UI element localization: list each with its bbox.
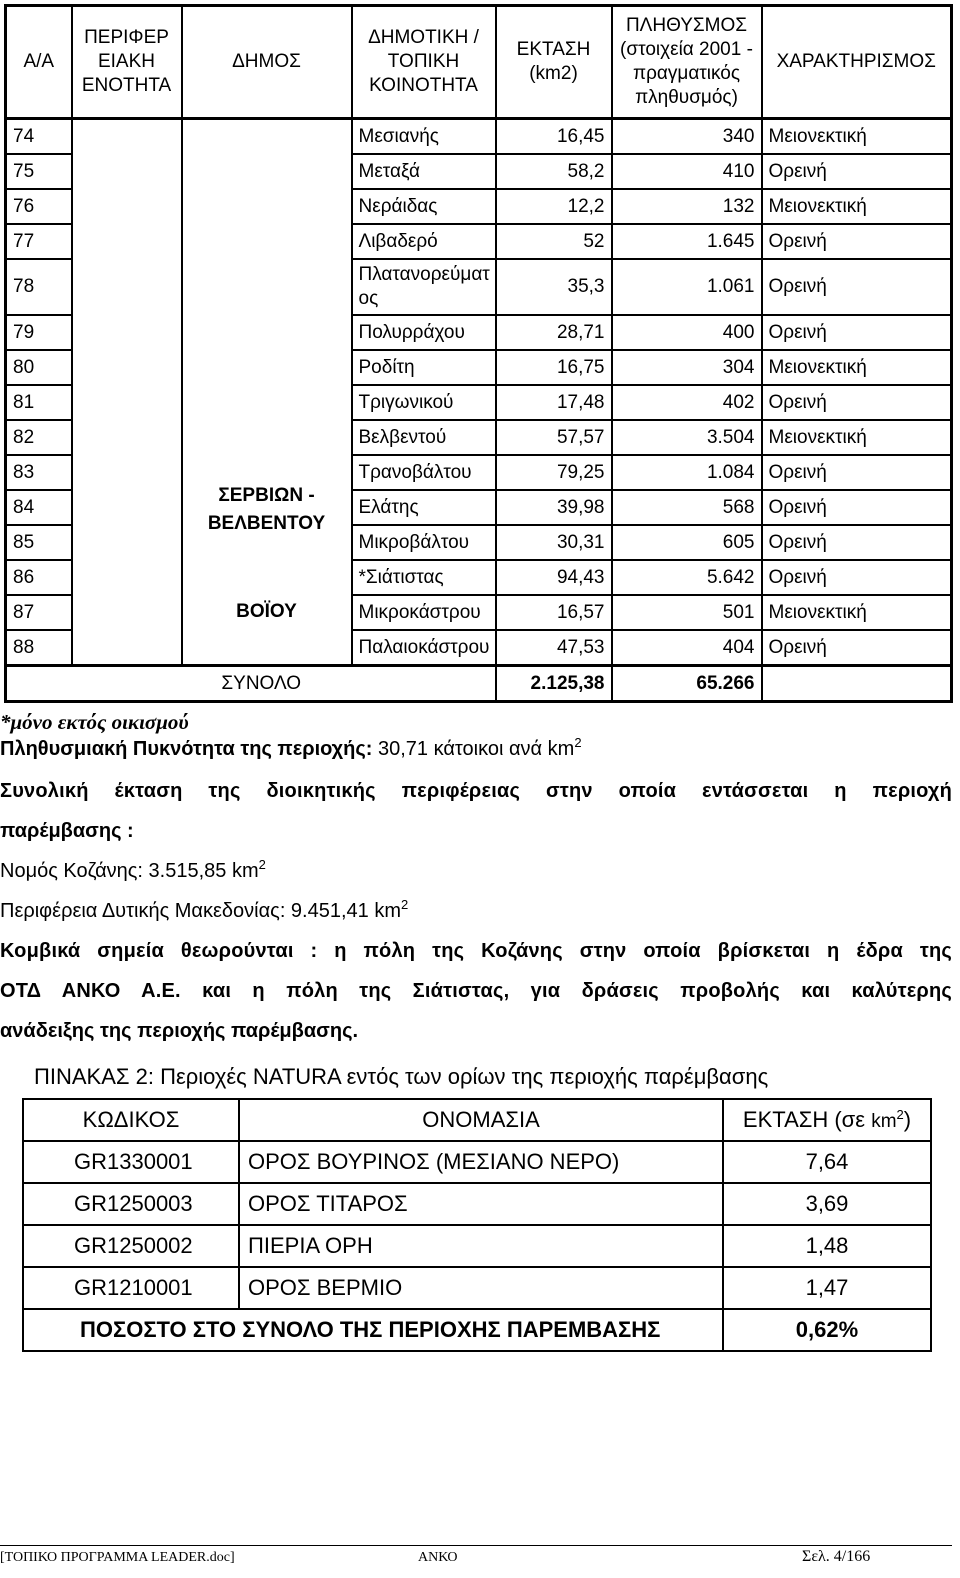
table-row xyxy=(23,1141,931,1183)
footer-org: ΑΝΚΟ xyxy=(418,1550,458,1565)
cell-municipality-voio xyxy=(182,560,352,666)
cell-characterization: Ορεινή xyxy=(762,455,952,490)
natura-table xyxy=(22,1098,932,1352)
density-label: Πληθυσμιακή Πυκνότητα της περιοχής: xyxy=(0,738,373,760)
cell-code: GR1330001 xyxy=(23,1141,239,1183)
cell-area: 52 xyxy=(496,224,612,259)
header-area xyxy=(723,1099,931,1141)
cell-aa: 82 xyxy=(6,420,72,455)
cell-characterization: Ορεινή xyxy=(762,630,952,666)
natura-header-row xyxy=(23,1099,931,1141)
cell-aa: 88 xyxy=(6,630,72,666)
cell-characterization: Ορεινή xyxy=(762,154,952,189)
cell-community: Πολυρράχου xyxy=(352,315,496,350)
cell-area: 79,25 xyxy=(496,455,612,490)
table-row xyxy=(23,1225,931,1267)
cell-characterization: Ορεινή xyxy=(762,259,952,315)
cell-aa: 78 xyxy=(6,259,72,315)
cell-code: GR1250002 xyxy=(23,1225,239,1267)
cell-population: 340 xyxy=(612,119,762,155)
cell-aa: 80 xyxy=(6,350,72,385)
density-line xyxy=(0,735,952,761)
cell-aa: 83 xyxy=(6,455,72,490)
natura-sum-row xyxy=(23,1309,931,1351)
header-name: ΟΝΟΜΑΣΙΑ xyxy=(239,1099,723,1141)
cell-population: 304 xyxy=(612,350,762,385)
density-sup: 2 xyxy=(574,735,582,750)
cell-population: 5.642 xyxy=(612,560,762,595)
density-value: 30,71 κάτοικοι ανά km xyxy=(372,738,575,760)
cell-area: 47,53 xyxy=(496,630,612,666)
perifereia-text: Περιφέρεια Δυτικής Μακεδονίας: 9.451,41 km xyxy=(0,900,401,922)
cell-community: Ροδίτη xyxy=(352,350,496,385)
cell-municipality-servia xyxy=(182,119,352,561)
cell-area: 1,48 xyxy=(723,1225,931,1267)
cell-community: *Σιάτιστας xyxy=(352,560,496,595)
total-area-line-2: παρέμβασης : xyxy=(0,820,134,842)
cell-characterization: Μειονεκτική xyxy=(762,595,952,630)
total-label: ΣΥΝΟΛΟ xyxy=(6,666,352,702)
cell-population: 410 xyxy=(612,154,762,189)
nomos-sup: 2 xyxy=(258,857,266,872)
cell-code: GR1210001 xyxy=(23,1267,239,1309)
cell-regional-unit xyxy=(72,119,182,666)
total-empty xyxy=(762,666,952,702)
cell-population: 1.061 xyxy=(612,259,762,315)
perifereia-line xyxy=(0,897,952,923)
sum-label: ΠΟΣΟΣΤΟ ΣΤΟ ΣΥΝΟΛΟ ΤΗΣ ΠΕΡΙΟΧΗΣ ΠΑΡΕΜΒΑΣΗΣ xyxy=(23,1309,723,1351)
cell-characterization: Μειονεκτική xyxy=(762,350,952,385)
cell-population: 3.504 xyxy=(612,420,762,455)
header-characterization: ΧΑΡΑΚΤΗΡΙΣΜΟΣ xyxy=(762,6,952,119)
header-code: ΚΩΔΙΚΟΣ xyxy=(23,1099,239,1141)
footer-page: Σελ. 4/166 xyxy=(802,1548,871,1565)
cell-community: Μικροβάλτου xyxy=(352,525,496,560)
cell-name: ΟΡΟΣ ΒΟΥΡΙΝΟΣ (ΜΕΣΙΑΝΟ ΝΕΡΟ) xyxy=(239,1141,723,1183)
cell-aa: 85 xyxy=(6,525,72,560)
header-municipality: ΔΗΜΟΣ xyxy=(182,6,352,119)
cell-area: 28,71 xyxy=(496,315,612,350)
cell-area: 39,98 xyxy=(496,490,612,525)
cell-community: Ελάτης xyxy=(352,490,496,525)
header-area-sup: 2 xyxy=(896,1107,904,1122)
cell-aa: 86 xyxy=(6,560,72,595)
cell-population: 1.645 xyxy=(612,224,762,259)
kombika-line-3: ανάδειξης της περιοχής παρέμβασης. xyxy=(0,1020,359,1042)
cell-population: 400 xyxy=(612,315,762,350)
cell-community: Νεράιδας xyxy=(352,189,496,224)
cell-aa: 77 xyxy=(6,224,72,259)
page-footer xyxy=(0,1545,952,1572)
nomos-text: Νομός Κοζάνης: 3.515,85 km xyxy=(0,860,259,882)
header-regional-unit: ΠΕΡΙΦΕΡ ΕΙΑΚΗ ΕΝΟΤΗΤΑ xyxy=(72,6,182,119)
cell-area: 94,43 xyxy=(496,560,612,595)
cell-area: 3,69 xyxy=(723,1183,931,1225)
cell-characterization: Ορεινή xyxy=(762,490,952,525)
table-total-row xyxy=(6,666,952,702)
cell-name: ΟΡΟΣ ΒΕΡΜΙΟ xyxy=(239,1267,723,1309)
cell-area: 57,57 xyxy=(496,420,612,455)
cell-aa: 84 xyxy=(6,490,72,525)
total-area-line-1: Συνολική έκταση της διοικητικής περιφέρειας στην οποία εντάσσεται η περιοχή xyxy=(0,780,952,802)
cell-community: Τριγωνικού xyxy=(352,385,496,420)
cell-aa: 74 xyxy=(6,119,72,155)
cell-community: Βελβεντού xyxy=(352,420,496,455)
nomos-line xyxy=(0,857,952,883)
cell-name: ΠΙΕΡΙΑ ΟΡΗ xyxy=(239,1225,723,1267)
municipality-voio-label: ΒΟΪΟΥ xyxy=(236,601,297,622)
cell-aa: 81 xyxy=(6,385,72,420)
cell-community: Μικροκάστρου xyxy=(352,595,496,630)
cell-characterization: Ορεινή xyxy=(762,385,952,420)
cell-characterization: Μειονεκτική xyxy=(762,189,952,224)
municipalities-table xyxy=(4,4,953,703)
cell-community: Παλαιοκάστρου xyxy=(352,630,496,666)
cell-characterization: Ορεινή xyxy=(762,315,952,350)
cell-aa: 76 xyxy=(6,189,72,224)
cell-characterization: Ορεινή xyxy=(762,560,952,595)
cell-community: Πλατανορεύματ ος xyxy=(352,259,496,315)
cell-community: Μεσιανής xyxy=(352,119,496,155)
cell-area: 35,3 xyxy=(496,259,612,315)
kombika-line-2: ΟΤΔ ΑΝΚΟ Α.Ε. και η πόλη της Σιάτιστας, για δράσεις προβολής και καλύτερης xyxy=(0,980,952,1002)
cell-aa: 75 xyxy=(6,154,72,189)
cell-area: 16,57 xyxy=(496,595,612,630)
cell-population: 568 xyxy=(612,490,762,525)
cell-population: 132 xyxy=(612,189,762,224)
kombika-line-1: Κομβικά σημεία θεωρούνται : η πόλη της Κοζάνης στην οποία βρίσκεται η έδρα της xyxy=(0,940,952,962)
municipality-servia-label: ΣΕΡΒΙΩΝ - ΒΕΛΒΕΝΤΟΥ xyxy=(207,485,326,534)
table-row xyxy=(6,119,952,155)
cell-characterization: Ορεινή xyxy=(762,525,952,560)
header-area: ΕΚΤΑΣΗ (km2) xyxy=(496,6,612,119)
cell-area: 12,2 xyxy=(496,189,612,224)
table-row xyxy=(23,1267,931,1309)
cell-area: 16,45 xyxy=(496,119,612,155)
cell-population: 605 xyxy=(612,525,762,560)
header-area-pre: ΕΚΤΑΣΗ (σε xyxy=(742,1107,872,1132)
cell-area: 58,2 xyxy=(496,154,612,189)
footer-filename: [ΤΟΠΙΚΟ ΠΡΟΓΡΑΜΜΑ LEADER.doc] xyxy=(0,1550,235,1565)
cell-population: 1.084 xyxy=(612,455,762,490)
cell-area: 17,48 xyxy=(496,385,612,420)
natura-table-title: ΠΙΝΑΚΑΣ 2: Περιοχές NATURA εντός των ορίων της περιοχής παρέμβασης xyxy=(34,1064,769,1089)
total-area: 2.125,38 xyxy=(496,666,612,702)
cell-area: 1,47 xyxy=(723,1267,931,1309)
cell-area: 30,31 xyxy=(496,525,612,560)
cell-community: Μεταξά xyxy=(352,154,496,189)
cell-name: ΟΡΟΣ ΤΙΤΑΡΟΣ xyxy=(239,1183,723,1225)
cell-population: 501 xyxy=(612,595,762,630)
table-row xyxy=(23,1183,931,1225)
cell-characterization: Ορεινή xyxy=(762,224,952,259)
cell-aa: 87 xyxy=(6,595,72,630)
header-community: ΔΗΜΟΤΙΚΗ / ΤΟΠΙΚΗ ΚΟΙΝΟΤΗΤΑ xyxy=(352,6,496,119)
cell-population: 402 xyxy=(612,385,762,420)
perifereia-sup: 2 xyxy=(401,897,409,912)
header-population: ΠΛΗΘΥΣΜΟΣ (στοιχεία 2001 - πραγματικός πληθυσμός) xyxy=(612,6,762,119)
header-area-post: ) xyxy=(903,1107,912,1132)
cell-aa: 79 xyxy=(6,315,72,350)
sum-value: 0,62% xyxy=(723,1309,931,1351)
cell-code: GR1250003 xyxy=(23,1183,239,1225)
cell-area: 7,64 xyxy=(723,1141,931,1183)
cell-area: 16,75 xyxy=(496,350,612,385)
cell-community: Τρανοβάλτου xyxy=(352,455,496,490)
cell-population: 404 xyxy=(612,630,762,666)
total-spacer xyxy=(352,666,496,702)
header-aa: Α/Α xyxy=(6,6,72,119)
cell-characterization: Μειονεκτική xyxy=(762,420,952,455)
total-population: 65.266 xyxy=(612,666,762,702)
cell-characterization: Μειονεκτική xyxy=(762,119,952,155)
footnote: *μόνο εκτός οικισμού xyxy=(0,710,189,734)
cell-community: Λιβαδερό xyxy=(352,224,496,259)
header-area-unit: km xyxy=(871,1111,897,1132)
